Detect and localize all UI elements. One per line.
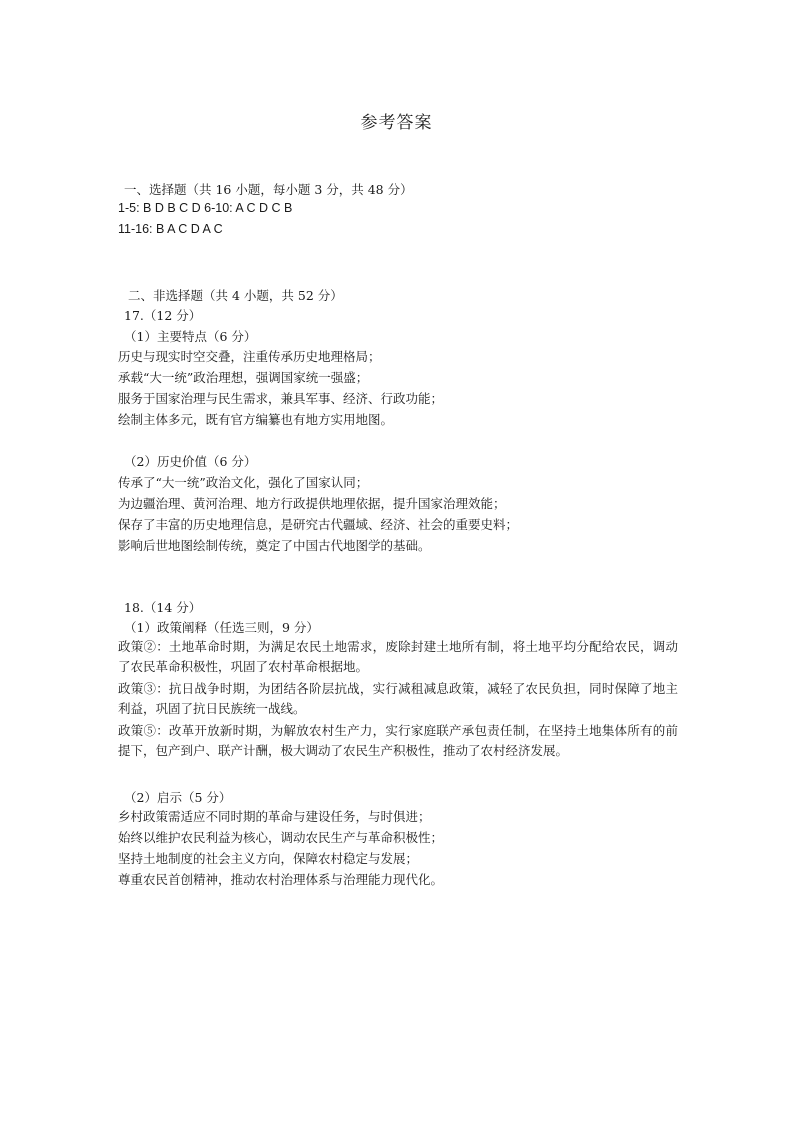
q17-part1-line: 服务于国家治理与民生需求，兼具军事、经济、行政功能； <box>118 391 444 406</box>
q17-part1-heading: （1）主要特点（6 分） <box>124 329 257 344</box>
q17-part1-line: 历史与现实时空交叠，注重传承历史地理格局； <box>118 349 381 364</box>
q18-label: 18.（14 分） <box>124 600 202 615</box>
q18-part2-line: 尊重农民首创精神，推动农村治理体系与治理能力现代化。 <box>118 872 444 887</box>
q18-part1-heading: （1）政策阐释（任选三则，9 分） <box>124 620 319 635</box>
q18-part2-line: 乡村政策需适应不同时期的革命与建设任务，与时俱进； <box>118 809 431 824</box>
section1-answers-2: 11-16: B A C D A C <box>118 222 223 236</box>
q17-part2-heading: （2）历史价值（6 分） <box>124 454 257 469</box>
section1-answers-1: 1-5: B D B C D 6-10: A C D C B <box>118 201 293 215</box>
section2-heading: 二、非选择题（共 4 小题，共 52 分） <box>128 288 343 303</box>
q18-part2-heading: （2）启示（5 分） <box>124 790 232 805</box>
page-title: 参考答案 <box>360 113 433 133</box>
q18-part2-line: 始终以维护农民利益为核心，调动农民生产与革命积极性； <box>118 830 444 845</box>
q17-part1-line: 绘制主体多元，既有官方编纂也有地方实用地图。 <box>118 412 394 427</box>
q17-part1-line: 承载“大一统”政治理想，强调国家统一强盛； <box>118 370 369 385</box>
q18-part2-line: 坚持土地制度的社会主义方向，保障农村稳定与发展； <box>118 851 419 866</box>
q17-label: 17.（12 分） <box>124 308 202 323</box>
section1-heading: 一、选择题（共 16 小题，每小题 3 分，共 48 分） <box>124 182 413 197</box>
q18-policy-2: 政策②：土地革命时期，为满足农民土地需求，废除封建土地所有制，将土地平均分配给农民，调动了农民革命积极性，巩固了农村革命根据地。 <box>118 639 678 674</box>
q17-part2-line: 传承了“大一统”政治文化，强化了国家认同； <box>118 475 369 490</box>
q17-part2-line: 影响后世地图绘制传统，奠定了中国古代地图学的基础。 <box>118 538 431 553</box>
q18-policy-5: 政策⑤：改革开放新时期，为解放农村生产力，实行家庭联产承包责任制，在坚持土地集体所有的前提下，包产到户、联产计酬，极大调动了农民生产积极性，推动了农村经济发展。 <box>118 723 678 758</box>
q17-part2-line: 为边疆治理、黄河治理、地方行政提供地理依据，提升国家治理效能； <box>118 496 506 511</box>
q18-policy-3: 政策③：抗日战争时期，为团结各阶层抗战，实行减租减息政策，减轻了农民负担，同时保障了地主利益，巩固了抗日民族统一战线。 <box>118 681 678 716</box>
q17-part2-line: 保存了丰富的历史地理信息，是研究古代疆域、经济、社会的重要史料； <box>118 517 519 532</box>
